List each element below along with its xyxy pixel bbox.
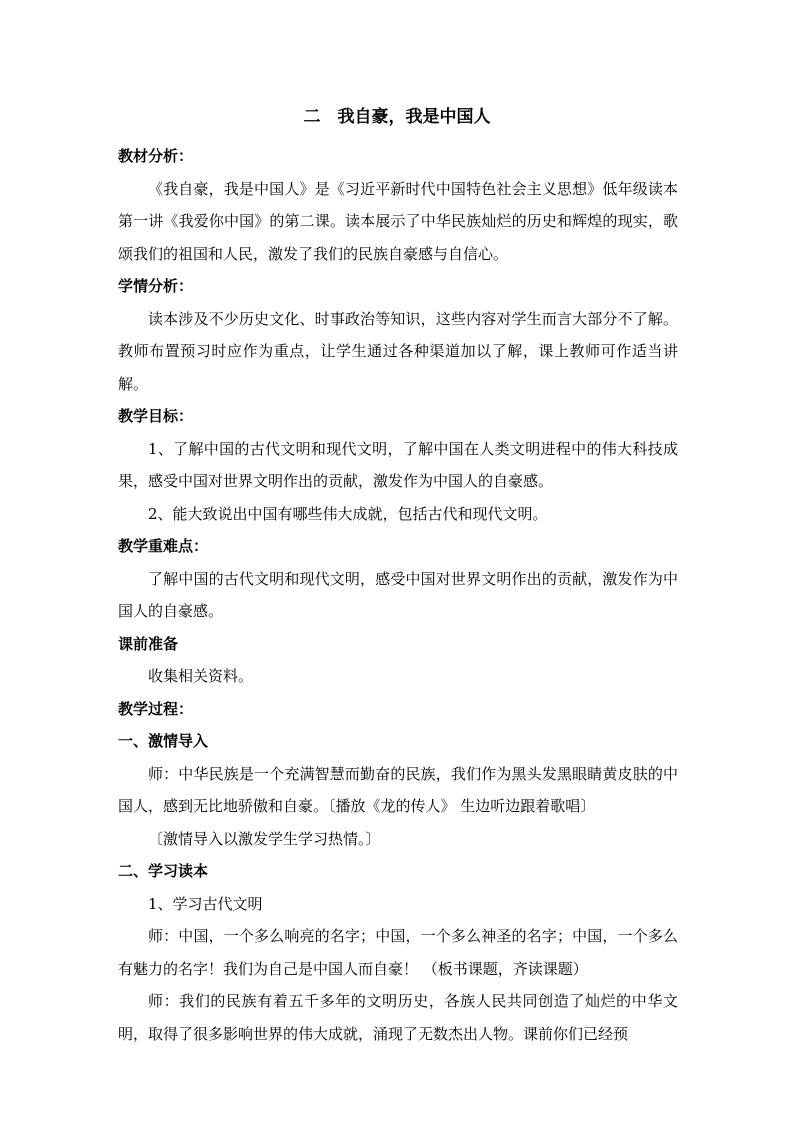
page-title: 二 我自豪，我是中国人 xyxy=(303,107,491,127)
paragraph-part2-2: 师：我们的民族有着五千多年的文明历史，各族人民共同创造了灿烂的中华文明，取得了很多影响世界的伟大成就，涌现了无数杰出人物。课前你们已经预 xyxy=(118,992,678,1043)
heading-key-points: 教学重难点： xyxy=(118,537,209,555)
paragraph-preparation: 收集相关资料。 xyxy=(148,667,254,685)
heading-textbook-analysis: 教材分析： xyxy=(118,147,194,165)
heading-process-part2: 二、学习读本 xyxy=(118,862,209,880)
objective-item-2: 2、能大致说出中国有哪些伟大成就，包括古代和现代文明。 xyxy=(148,504,548,523)
heading-process-part1: 一、激情导入 xyxy=(118,732,209,750)
paragraph-key-points: 了解中国的古代文明和现代文明，感受中国对世界文明作出的贡献，激发作为中国人的自豪感。 xyxy=(118,569,678,620)
paragraph-part1-1: 师：中华民族是一个充满智慧而勤奋的民族，我们作为黑头发黑眼睛黄皮肤的中国人，感到无比地骄傲和自豪。〔播放《龙的传人》 生边听边跟着歌唱〕 xyxy=(118,764,678,815)
paragraph-part1-2: 〔激情导入以激发学生学习热情。〕 xyxy=(148,829,381,848)
paragraph-part2-1: 师：中国，一个多么响亮的名字；中国，一个多么神圣的名字；中国，一个多么有魅力的名字！我们为自己是中国人而自豪！ （板书课题，齐读课题） xyxy=(118,927,678,978)
objective-item-1: 1、了解中国的古代文明和现代文明，了解中国在人类文明进程中的伟大科技成果，感受中国对世界文明作出的贡献，激发作为中国人的自豪感。 xyxy=(118,439,678,490)
paragraph-textbook-analysis: 《我自豪，我是中国人》是《习近平新时代中国特色社会主义思想》低年级读本第一讲《我爱你中国》的第二课。读本展示了中华民族灿烂的历史和辉煌的现实，歌颂我们的祖国和人民，激发了我们的民族自豪感与自信心。 xyxy=(118,179,678,263)
heading-preparation: 课前准备 xyxy=(118,634,179,653)
document-body xyxy=(118,140,678,1050)
heading-objectives: 教学目标： xyxy=(118,407,194,425)
heading-student-analysis: 学情分析： xyxy=(118,277,194,295)
heading-process: 教学过程： xyxy=(118,699,194,718)
subheading-ancient-civilization: 1、学习古代文明 xyxy=(148,894,263,913)
paragraph-student-analysis: 读本涉及不少历史文化、时事政治等知识，这些内容对学生而言大部分不了解。教师布置预习时应作为重点，让学生通过各种渠道加以了解，课上教师可作适当讲解。 xyxy=(118,309,678,393)
